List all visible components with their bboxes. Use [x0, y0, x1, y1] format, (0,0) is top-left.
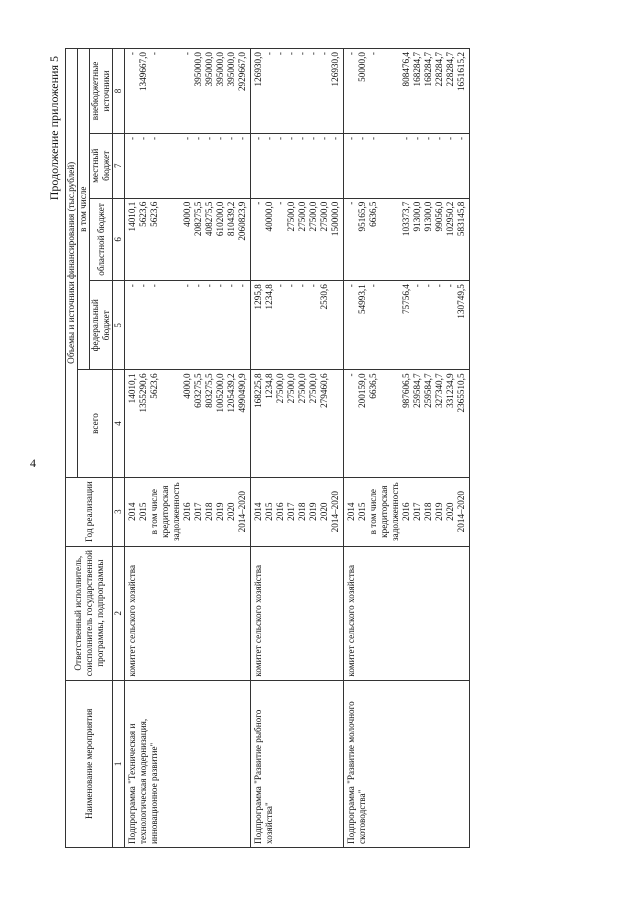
- extra-value: -: [308, 52, 318, 56]
- total-value: 1005200,0: [215, 373, 225, 413]
- federal-value: [390, 284, 401, 366]
- total-cell: [344, 370, 470, 477]
- local-value: -: [319, 136, 329, 140]
- extra-value: 2929667,0: [237, 52, 247, 92]
- years-value: в том числе: [149, 488, 159, 535]
- local-value: -: [286, 136, 296, 140]
- table-row: [344, 49, 470, 848]
- local-value: -: [297, 136, 307, 140]
- federal-value: -: [138, 284, 148, 288]
- total-value: 27500,0: [275, 373, 285, 404]
- extra-value: 1349667,0: [138, 52, 148, 92]
- years-value: 2017: [193, 502, 203, 521]
- extra-value: -: [368, 52, 378, 56]
- total-value: [379, 373, 390, 473]
- federal-value: -: [215, 284, 225, 288]
- federal-value: -: [275, 284, 285, 288]
- extra-value: [390, 52, 401, 130]
- years-value: 2017: [412, 502, 422, 521]
- years-value: 2014–2020: [237, 490, 247, 533]
- extra-value: 126930,0: [253, 52, 263, 87]
- regional-value: -: [253, 201, 263, 205]
- measure-name: Подпрограмма "Техническая и технологическая модернизация, инновационное развитие": [125, 680, 251, 847]
- col-number: 3: [113, 477, 125, 546]
- total-value: 803275,5: [204, 373, 214, 408]
- header-incl: в том числе: [78, 49, 90, 370]
- total-cell: [251, 370, 344, 477]
- years-value: 2015: [264, 502, 274, 521]
- years-value: задолженность: [390, 482, 400, 541]
- extra-value: 168284,7: [423, 52, 433, 87]
- total-value: 987606,5: [401, 373, 411, 408]
- extra-value: [379, 52, 390, 130]
- regional-value: 6636,5: [368, 201, 378, 227]
- regional-value: 4000,0: [182, 201, 192, 227]
- federal-value: [160, 284, 171, 366]
- federal-value: -: [368, 284, 378, 288]
- local-value: -: [308, 136, 318, 140]
- regional-value: 99056,0: [434, 201, 444, 232]
- local-value: -: [275, 136, 285, 140]
- federal-value: -: [445, 284, 455, 288]
- years-value: 2018: [423, 502, 433, 521]
- total-value: 2365510,5: [456, 373, 466, 413]
- local-value: -: [357, 136, 367, 140]
- regional-cell: [251, 198, 344, 281]
- regional-value: 102950,2: [445, 201, 455, 237]
- measure-name: Подпрограмма "Развитие рыбного хозяйства": [251, 680, 344, 847]
- total-value: [171, 373, 182, 473]
- local-value: -: [193, 136, 203, 140]
- extra-value: -: [127, 52, 137, 56]
- regional-value: 610200,0: [215, 201, 225, 237]
- extra-value: 395000,0: [215, 52, 225, 87]
- page-number: 4: [30, 456, 36, 470]
- regional-value: [390, 202, 401, 278]
- regional-value: 27500,0: [297, 201, 307, 232]
- federal-value: 1295,8: [253, 284, 263, 310]
- years-cell: [125, 477, 251, 546]
- regional-value: -: [346, 201, 356, 205]
- extra-cell: [344, 49, 470, 134]
- years-value: 2015: [138, 502, 148, 521]
- extra-value: 126930,0: [330, 52, 340, 87]
- extra-cell: [125, 49, 251, 134]
- total-value: 6636,5: [368, 373, 378, 399]
- local-value: -: [182, 136, 192, 140]
- years-value: 2016: [182, 502, 192, 521]
- total-value: 27500,0: [308, 373, 318, 404]
- federal-value: -: [237, 284, 247, 288]
- total-value: 331234,9: [445, 373, 455, 408]
- regional-value: 91300,0: [423, 201, 433, 232]
- total-value: 4000,0: [182, 373, 192, 399]
- header-name: Наименование мероприятия: [66, 680, 113, 847]
- header-year: Год реализации: [66, 477, 113, 546]
- local-cell: [125, 133, 251, 198]
- local-value: -: [456, 136, 466, 140]
- header-federal: федеральный бюджет: [90, 281, 113, 370]
- federal-value: -: [182, 284, 192, 288]
- total-value: 259584,7: [412, 373, 422, 408]
- header-local: местный бюджет: [90, 133, 113, 198]
- regional-value: 95165,9: [357, 201, 367, 232]
- federal-value: -: [149, 284, 159, 288]
- regional-value: 103373,7: [401, 201, 411, 237]
- extra-value: 395000,0: [204, 52, 214, 87]
- federal-value: 2530,6: [319, 284, 329, 310]
- local-value: -: [215, 136, 225, 140]
- regional-value: 91300,0: [412, 201, 422, 232]
- regional-value: [160, 202, 171, 278]
- years-value: 2014: [346, 502, 356, 521]
- extra-value: -: [319, 52, 329, 56]
- total-value: 259584,7: [423, 373, 433, 408]
- federal-value: -: [412, 284, 422, 288]
- years-value: 2016: [275, 502, 285, 521]
- federal-value: -: [193, 284, 203, 288]
- total-value: 279460,6: [319, 373, 329, 408]
- regional-value: 27500,0: [308, 201, 318, 232]
- extra-value: 395000,0: [193, 52, 203, 87]
- regional-value: [379, 202, 390, 278]
- measure-name: Подпрограмма "Развитие молочного скотоводства": [344, 680, 470, 847]
- local-value: -: [401, 136, 411, 140]
- rotated-page: [45, 40, 555, 870]
- total-value: 5623,6: [149, 373, 159, 399]
- funding-table: [65, 48, 470, 848]
- local-value: [171, 137, 182, 195]
- col-number: 7: [113, 133, 125, 198]
- regional-cell: [344, 198, 470, 281]
- extra-value: 228284,7: [445, 52, 455, 87]
- local-value: -: [204, 136, 214, 140]
- regional-value: 40000,0: [264, 201, 274, 232]
- local-value: -: [237, 136, 247, 140]
- regional-value: -: [275, 201, 285, 205]
- local-value: -: [445, 136, 455, 140]
- years-value: 2015: [357, 502, 367, 521]
- header-funding: Объемы и источники финансирования (тыс.рублей): [66, 49, 78, 478]
- table-row: [251, 49, 344, 848]
- local-cell: [344, 133, 470, 198]
- federal-value: 75756,4: [401, 284, 411, 315]
- local-value: -: [423, 136, 433, 140]
- regional-value: 27500,0: [319, 201, 329, 232]
- local-value: -: [127, 136, 137, 140]
- extra-value: -: [182, 52, 192, 56]
- federal-value: 54993,1: [357, 284, 367, 315]
- years-value: кредиторская: [160, 485, 170, 538]
- extra-value: -: [346, 52, 356, 56]
- total-value: 14010,1: [127, 373, 137, 404]
- col-number: 5: [113, 281, 125, 370]
- years-value: 2020: [445, 502, 455, 521]
- table-row: [125, 49, 251, 848]
- extra-value: 1651615,2: [456, 52, 466, 92]
- local-value: -: [368, 136, 378, 140]
- total-cell: [125, 370, 251, 477]
- local-value: -: [138, 136, 148, 140]
- years-value: задолженность: [171, 482, 181, 541]
- years-value: 2020: [226, 502, 236, 521]
- extra-value: 395000,0: [226, 52, 236, 87]
- executor: комитет сельского хозяйства: [344, 546, 470, 680]
- regional-value: 2060823,9: [237, 201, 247, 241]
- table-body: [125, 49, 470, 848]
- regional-value: 810439,2: [226, 201, 236, 237]
- extra-value: 50000,0: [357, 52, 367, 82]
- extra-value: 228284,7: [434, 52, 444, 87]
- federal-value: -: [346, 284, 356, 288]
- extra-value: 168284,7: [412, 52, 422, 87]
- regional-value: 27500,0: [286, 201, 296, 232]
- federal-value: -: [434, 284, 444, 288]
- local-value: [379, 137, 390, 195]
- extra-value: -: [297, 52, 307, 56]
- total-value: 168225,8: [253, 373, 263, 408]
- local-value: [160, 137, 171, 195]
- local-value: -: [330, 136, 340, 140]
- years-value: 2018: [204, 502, 214, 521]
- years-value: 2016: [401, 502, 411, 521]
- regional-value: 208275,5: [193, 201, 203, 237]
- header-total: всего: [78, 370, 113, 477]
- federal-value: [171, 284, 182, 366]
- extra-value: -: [264, 52, 274, 56]
- col-number: 8: [113, 49, 125, 134]
- total-value: 27500,0: [297, 373, 307, 404]
- header-regional: областной бюджет: [90, 198, 113, 281]
- local-value: -: [434, 136, 444, 140]
- total-value: 27500,0: [286, 373, 296, 404]
- federal-value: [379, 284, 390, 366]
- extra-value: -: [286, 52, 296, 56]
- years-value: 2018: [297, 502, 307, 521]
- executor: комитет сельского хозяйства: [125, 546, 251, 680]
- local-value: -: [346, 136, 356, 140]
- federal-value: 130749,5: [456, 284, 466, 319]
- years-cell: [251, 477, 344, 546]
- local-value: -: [253, 136, 263, 140]
- years-cell: [344, 477, 470, 546]
- regional-cell: [125, 198, 251, 281]
- local-value: -: [412, 136, 422, 140]
- col-number: 1: [113, 680, 125, 847]
- extra-value: 808476,4: [401, 52, 411, 87]
- header-executor: Ответственный исполнитель, соисполнитель государственной программы, подпрограммы: [66, 546, 113, 680]
- executor: комитет сельского хозяйства: [251, 546, 344, 680]
- col-number: 6: [113, 198, 125, 281]
- extra-cell: [251, 49, 344, 134]
- local-value: -: [149, 136, 159, 140]
- regional-value: 5623,6: [149, 201, 159, 227]
- regional-value: 408275,5: [204, 201, 214, 237]
- col-number: 4: [113, 370, 125, 477]
- federal-value: -: [226, 284, 236, 288]
- years-value: 2014–2020: [456, 490, 466, 533]
- total-value: [390, 373, 401, 473]
- federal-cell: [344, 281, 470, 370]
- total-value: 1234,8: [264, 373, 274, 399]
- federal-value: -: [286, 284, 296, 288]
- federal-value: -: [308, 284, 318, 288]
- total-value: 1205439,2: [226, 373, 236, 413]
- regional-value: 583145,8: [456, 201, 466, 237]
- federal-value: -: [423, 284, 433, 288]
- years-value: 2014: [253, 502, 263, 521]
- total-value: 327340,7: [434, 373, 444, 408]
- regional-value: 150000,0: [330, 201, 340, 237]
- continuation-title: Продолжение приложения 5: [47, 56, 61, 201]
- federal-value: 1234,8: [264, 284, 274, 310]
- extra-value: [171, 52, 182, 130]
- regional-value: [171, 202, 182, 278]
- local-value: -: [264, 136, 274, 140]
- years-value: в том числе: [368, 488, 378, 535]
- regional-value: 14010,1: [127, 201, 137, 232]
- total-value: 200159,0: [357, 373, 367, 408]
- federal-value: -: [204, 284, 214, 288]
- years-value: 2019: [434, 502, 444, 521]
- years-value: 2014–2020: [330, 490, 340, 533]
- total-value: 603275,5: [193, 373, 203, 408]
- extra-value: -: [149, 52, 159, 56]
- col-number: 2: [113, 546, 125, 680]
- years-value: 2014: [127, 502, 137, 521]
- extra-value: -: [275, 52, 285, 56]
- header-extra: внебюджетные источники: [90, 49, 113, 134]
- federal-value: -: [297, 284, 307, 288]
- years-value: 2020: [319, 502, 329, 521]
- regional-value: 5623,6: [138, 201, 148, 227]
- total-value: [160, 373, 171, 473]
- extra-value: [160, 52, 171, 130]
- total-value: 1355290,6: [138, 373, 148, 413]
- local-value: [390, 137, 401, 195]
- local-value: -: [226, 136, 236, 140]
- years-value: 2019: [308, 502, 318, 521]
- federal-cell: [125, 281, 251, 370]
- years-value: кредиторская: [379, 485, 389, 538]
- total-value: 4990490,9: [237, 373, 247, 413]
- years-value: 2017: [286, 502, 296, 521]
- total-value: -: [346, 373, 356, 377]
- local-cell: [251, 133, 344, 198]
- federal-cell: [251, 281, 344, 370]
- years-value: 2019: [215, 502, 225, 521]
- federal-value: -: [127, 284, 137, 288]
